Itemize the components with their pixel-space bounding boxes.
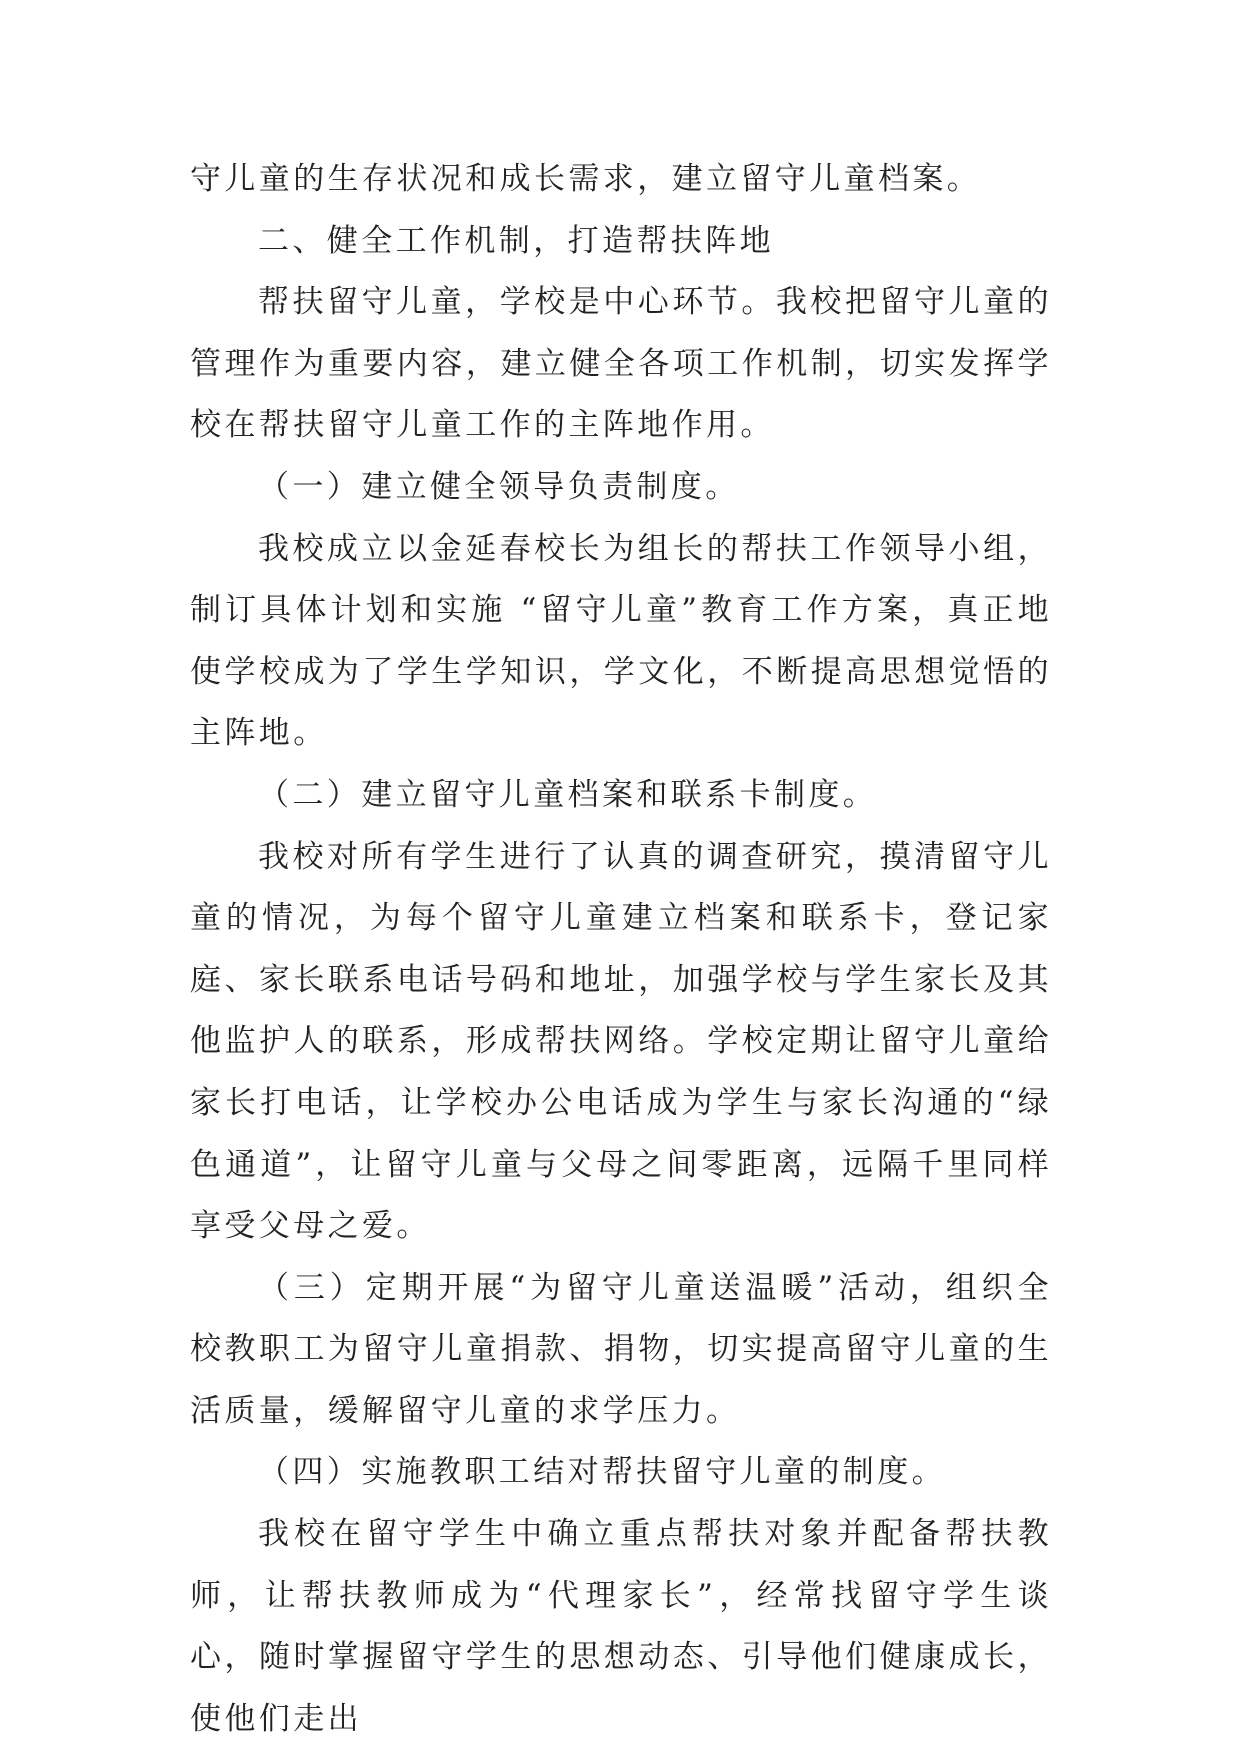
document-page (190, 149, 1052, 1750)
subheading-1: （一）建立健全领导负责制度。 (258, 468, 740, 505)
paragraph-pairing: 我校在留守学生中确立重点帮扶对象并配备帮扶教师，让帮扶教师成为“代理家长”，经常找留守学生谈心，随时掌握留守学生的思想动态、引导他们健康成长，使他们走出 (190, 1516, 1052, 1737)
section-heading-2: 二、健全工作机制，打造帮扶阵地 (258, 222, 774, 259)
paragraph-leadership-group: 我校成立以金延春校长为组长的帮扶工作领导小组，制订具体计划和实施 “留守儿童”教育工作方案，真正地使学校成为了学生学知识，学文化，不断提高思想觉悟的主阵地。 (190, 530, 1052, 752)
subheading-4: （四）实施教职工结对帮扶留守儿童的制度。 (258, 1454, 946, 1491)
paragraph-continuation: 守儿童的生存状况和成长需求，建立留守儿童档案。 (190, 161, 982, 197)
paragraph-school-role: 帮扶留守儿童，学校是中心环节。我校把留守儿童的管理作为重要内容，建立健全各项工作机制，切实发挥学校在帮扶留守儿童工作的主阵地作用。 (190, 284, 1052, 444)
subheading-2: （二）建立留守儿童档案和联系卡制度。 (258, 776, 878, 813)
paragraph-archive-contact: 我校对所有学生进行了认真的调查研究，摸清留守儿童的情况，为每个留守儿童建立档案和联系卡，登记家庭、家长联系电话号码和地址，加强学校与学生家长及其他监护人的联系，形成帮扶网络。学校定期让留守儿童给家长打电话，让学校办公电话成为学生与家长沟通的“绿色通道”，让留守儿童与父母之间零距离，远隔千里同样享受父母之爱。 (190, 838, 1052, 1245)
paragraph-warmth-activity: （三）定期开展“为留守儿童送温暖”活动，组织全校教职工为留守儿童捐款、捐物，切实提高留守儿童的生活质量，缓解留守儿童的求学压力。 (190, 1269, 1052, 1429)
